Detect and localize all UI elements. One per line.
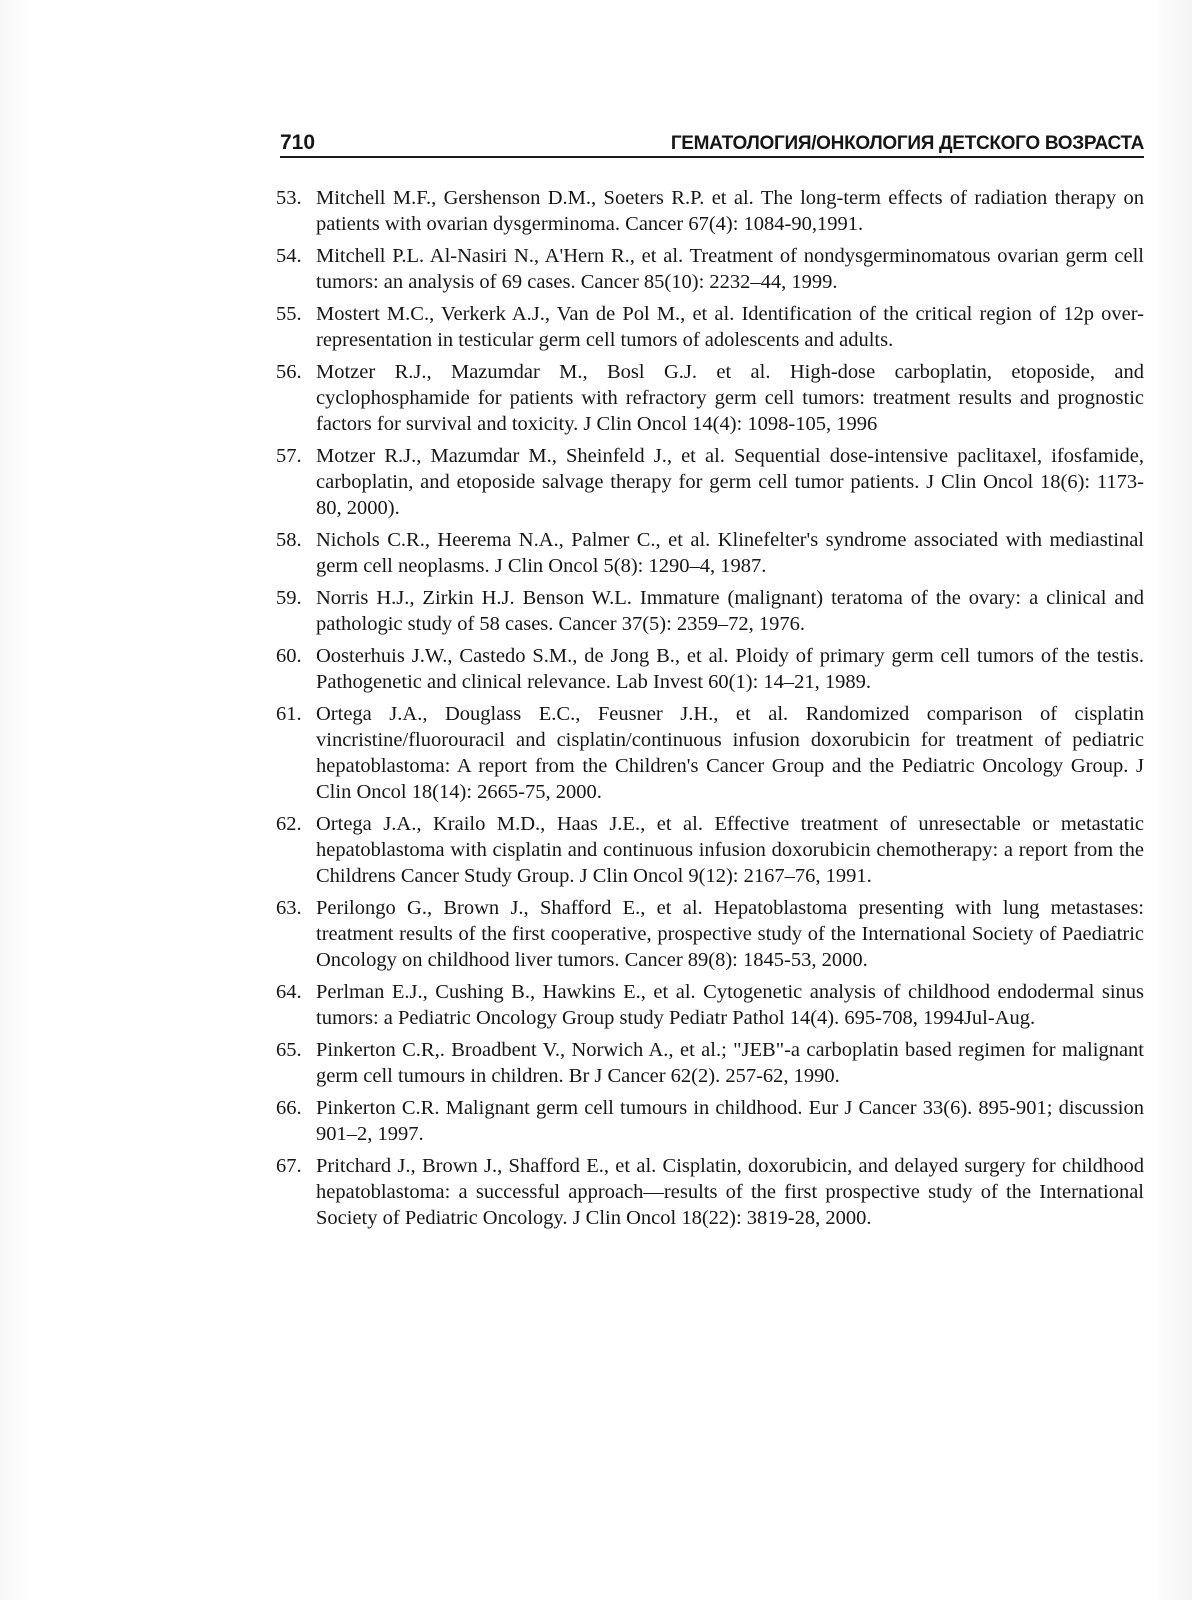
reference-item bbox=[276, 359, 1144, 437]
reference-number: 59. bbox=[276, 587, 302, 609]
reference-number: 66. bbox=[276, 1097, 302, 1119]
page-header bbox=[280, 132, 1144, 158]
reference-text: Motzer R.J., Mazumdar M., Bosl G.J. et al. High-dose carboplatin, etoposide, and cyclophosphamide for patients with refractory germ cell tumors: treatment results and prognostic factors for survival and toxicity. J Clin Oncol 14(4): 1098-105, 1996 bbox=[316, 361, 1144, 435]
reference-number: 54. bbox=[276, 245, 302, 267]
reference-item bbox=[276, 643, 1144, 695]
reference-text: Mitchell P.L. Al-Nasiri N., A'Hern R., et al. Treatment of nondysgerminomatous ovarian germ cell tumors: an analysis of 69 cases. Cancer 85(10): 2232–44, 1999. bbox=[316, 245, 1144, 293]
reference-text: Perlman E.J., Cushing B., Hawkins E., et al. Cytogenetic analysis of childhood endodermal sinus tumors: a Pediatric Oncology Group study Pediatr Pathol 14(4). 695-708, 1994Jul-Aug. bbox=[316, 981, 1144, 1029]
page-number: 710 bbox=[280, 131, 316, 154]
reference-number: 53. bbox=[276, 187, 302, 209]
reference-number: 64. bbox=[276, 981, 302, 1003]
reference-item bbox=[276, 243, 1144, 295]
reference-text: Motzer R.J., Mazumdar M., Sheinfeld J., et al. Sequential dose-intensive paclitaxel, ifosfamide, carboplatin, and etoposide salvage therapy for germ cell tumor patients. J Clin Oncol 18(6): 1173-80, 2000). bbox=[316, 445, 1144, 519]
reference-text: Nichols C.R., Heerema N.A., Palmer C., et al. Klinefelter's syndrome associated with mediastinal germ cell neoplasms. J Clin Oncol 5(8): 1290–4, 1987. bbox=[316, 529, 1144, 577]
reference-item bbox=[276, 1037, 1144, 1089]
reference-number: 61. bbox=[276, 703, 302, 725]
reference-number: 56. bbox=[276, 361, 302, 383]
reference-item bbox=[276, 1153, 1144, 1231]
reference-item bbox=[276, 895, 1144, 973]
reference-text: Mitchell M.F., Gershenson D.M., Soeters R.P. et al. The long-term effects of radiation therapy on patients with ovarian dysgerminoma. Cancer 67(4): 1084-90,1991. bbox=[316, 187, 1144, 235]
reference-number: 55. bbox=[276, 303, 302, 325]
reference-item bbox=[276, 1095, 1144, 1147]
reference-text: Norris H.J., Zirkin H.J. Benson W.L. Immature (malignant) teratoma of the ovary: a clinical and pathologic study of 58 cases. Cancer 37(5): 2359–72, 1976. bbox=[316, 587, 1144, 635]
reference-number: 63. bbox=[276, 897, 302, 919]
reference-text: Pinkerton C.R,. Broadbent V., Norwich A., et al.; "JEB"-a carboplatin based regimen for malignant germ cell tumours in children. Br J Cancer 62(2). 257-62, 1990. bbox=[316, 1039, 1144, 1087]
reference-text: Perilongo G., Brown J., Shafford E., et al. Hepatoblastoma presenting with lung metastases: treatment results of the first cooperative, prospective study of the International Society of Paediatric Oncology on childhood liver tumors. Cancer 89(8): 1845-53, 2000. bbox=[316, 897, 1144, 971]
reference-item bbox=[276, 811, 1144, 889]
reference-number: 67. bbox=[276, 1155, 302, 1177]
reference-number: 62. bbox=[276, 813, 302, 835]
reference-item bbox=[276, 301, 1144, 353]
reference-item bbox=[276, 527, 1144, 579]
reference-item bbox=[276, 979, 1144, 1031]
reference-text: Ortega J.A., Krailo M.D., Haas J.E., et al. Effective treatment of unresectable or metastatic hepatoblastoma with cisplatin and continuous infusion doxorubicin chemotherapy: a report from the Childrens Cancer Study Group. J Clin Oncol 9(12): 2167–76, 1991. bbox=[316, 813, 1144, 887]
reference-item bbox=[276, 701, 1144, 805]
reference-number: 60. bbox=[276, 645, 302, 667]
reference-text: Oosterhuis J.W., Castedo S.M., de Jong B., et al. Ploidy of primary germ cell tumors of the testis. Pathogenetic and clinical relevance. Lab Invest 60(1): 14–21, 1989. bbox=[316, 645, 1144, 693]
reference-text: Pritchard J., Brown J., Shafford E., et al. Cisplatin, doxorubicin, and delayed surgery for childhood hepatoblastoma: a successful approach—results of the first prospective study of the International Society of Pediatric Oncology. J Clin Oncol 18(22): 3819-28, 2000. bbox=[316, 1155, 1144, 1229]
reference-text: Mostert M.C., Verkerk A.J., Van de Pol M., et al. Identification of the critical region of 12p over-representation in testicular germ cell tumors of adolescents and adults. bbox=[316, 303, 1144, 351]
reference-item bbox=[276, 585, 1144, 637]
running-title: ГЕМАТОЛОГИЯ/ОНКОЛОГИЯ ДЕТСКОГО ВОЗРАСТА bbox=[670, 133, 1144, 154]
reference-text: Ortega J.A., Douglass E.C., Feusner J.H., et al. Randomized comparison of cisplatin vincristine/fluorouracil and cisplatin/continuous infusion doxorubicin for treatment of pediatric hepatoblastoma: A report from the Children's Cancer Group and the Pediatric Oncology Group. J Clin Oncol 18(14): 2665-75, 2000. bbox=[316, 703, 1144, 803]
reference-item bbox=[276, 443, 1144, 521]
reference-number: 58. bbox=[276, 529, 302, 551]
reference-text: Pinkerton C.R. Malignant germ cell tumours in childhood. Eur J Cancer 33(6). 895-901; discussion 901–2, 1997. bbox=[316, 1097, 1144, 1145]
reference-list bbox=[276, 185, 1144, 1237]
reference-item bbox=[276, 185, 1144, 237]
reference-number: 65. bbox=[276, 1039, 302, 1061]
reference-number: 57. bbox=[276, 445, 302, 467]
